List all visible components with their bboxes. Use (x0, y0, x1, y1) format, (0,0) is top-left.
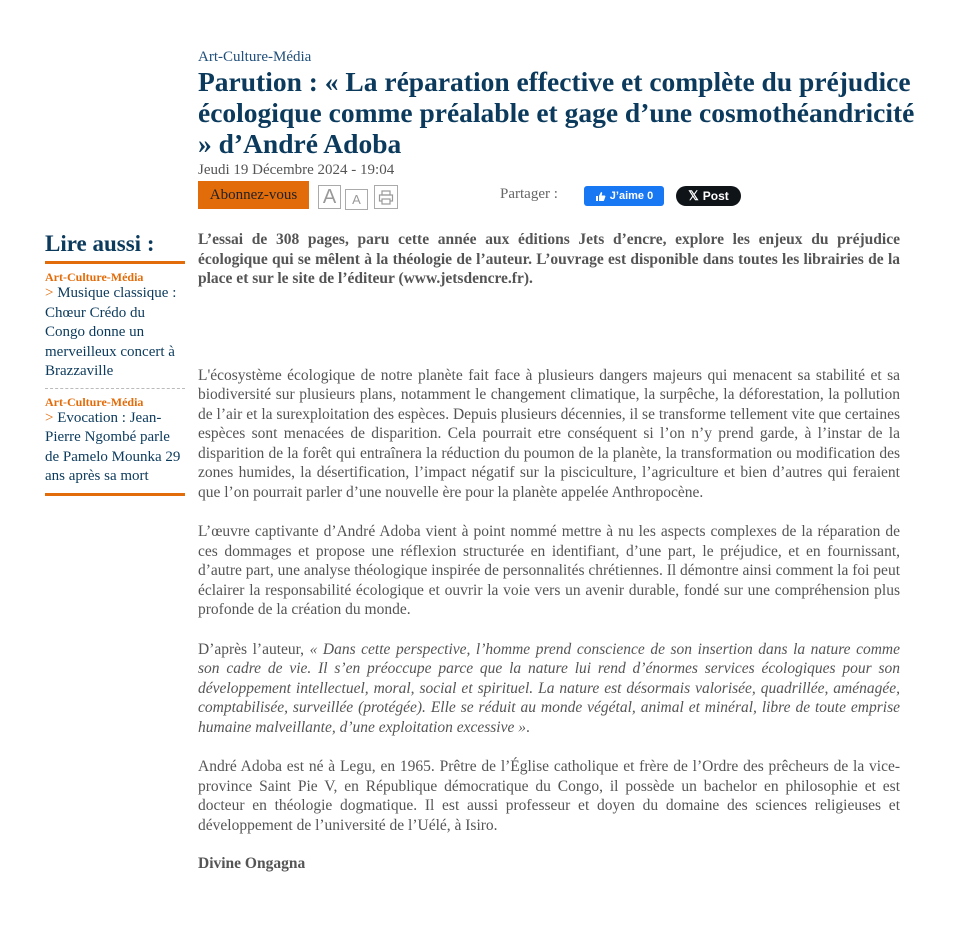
decrease-font-button[interactable]: A (345, 189, 368, 210)
facebook-like-icon (595, 191, 606, 202)
share-label: Partager : (500, 186, 558, 202)
related-item-title[interactable]: Evocation : Jean-Pierre Ngombé parle de Pamelo Mounka 29 ans après sa mort (45, 409, 181, 484)
related-item-link[interactable] (45, 284, 185, 382)
related-sidebar (45, 231, 185, 496)
article-lead: L’essai de 308 pages, paru cette année aux éditions Jets d’encre, explore les enjeux du préjudice écologique qui se mêlent à la théologie de l’auteur. L’ouvrage est disponible dans toutes les librairies de la place et sur le site de l’éditeur (www.jetsdencre.fr). (198, 231, 900, 287)
article-date: Jeudi 19 Décembre 2024 - 19:04 (198, 162, 395, 178)
related-item[interactable] (45, 264, 185, 388)
facebook-like-button[interactable] (584, 186, 664, 206)
related-item-link[interactable] (45, 409, 185, 487)
sidebar-heading: Lire aussi : (45, 231, 185, 264)
related-item-category[interactable]: Art-Culture-Média (45, 394, 144, 409)
x-post-label: Post (702, 189, 729, 203)
article-body (198, 230, 900, 873)
quote-text: « Dans cette perspective, l’homme prend conscience de son insertion dans la nature comme son cadre de vie. Il s’en préoccupe parce que la nature lui rend d’énormes services écologiques pour son développement intellectuel, moral, social et spirituel. La nature est désormais valorisée, quadrillée, aménagée, comptabilisée, surveillée (protégée). Elle se réduit au monde végétal, animal et minéral, libre de toute emprise humaine malveillante, d’une exploitation excessive » (198, 640, 900, 736)
related-item-category[interactable]: Art-Culture-Média (45, 270, 144, 284)
article-title: Parution : « La réparation effective et complète du préjudice écologique comme préalable et gage d’une cosmothéandricité » d’André Adoba (198, 66, 915, 159)
article-paragraph: L’œuvre captivante d’André Adoba vient à point nommé mettre à nu les aspects complexes de la réparation de ces dommages et propose une réflexion structurée en identifiant, d’une part, le préjudice, et en fournissant, d’autre part, une analyse théologique inspirée de personnalités chrétiennes. Il démontre ainsi comment la foi peut éclairer la responsabilité écologique et ouvrir la voie vers un avenir durable, fondé sur une compréhension plus profonde de la création du monde. (198, 523, 900, 618)
subscribe-button[interactable]: Abonnez-vous (198, 181, 309, 209)
quote-end: . (525, 718, 530, 736)
article-rubric[interactable]: Art-Culture-Média (198, 49, 312, 65)
print-button[interactable] (374, 185, 398, 209)
facebook-like-label: J’aime 0 (609, 190, 654, 202)
article-paragraph: André Adoba est né à Legu, en 1965. Prêtre de l’Église catholique et frère de l’Ordre des prêcheurs de la vice-province Saint Pie V, en République démocratique du Congo, il possède un bachelor en philosophie et est docteur en théologie dogmatique. Il est aussi professeur et doyen du domaine des sciences religieuses et développement de l’université de l’Uélé, à Isiro. (198, 758, 900, 834)
x-logo-icon: 𝕏 (688, 188, 699, 203)
article-paragraph: L'écosystème écologique de notre planète fait face à plusieurs dangers majeurs qui menacent sa stabilité et sa biodiversité sur plusieurs plans, notamment le changement climatique, la surpêche, la déforestation, la pollution de l’air et la surexploitation des espèces. Depuis plusieurs décennies, il se transforme tellement vite que certaines espèces sont menacées de disparition. Cela pourrait etre conséquent si l’on n’y prend garde, à l’instar de la disparition de la forêt qui entraînera la réduction du poumon de la planète, la transformation ou modification des zones humides, la désertification, l’impact négatif sur la pisciculture, l’agriculture et bien d’autres qui feraient que l’on pourrait parler d’une nouvelle ère pour la planète appelée Anthropocène. (198, 366, 900, 501)
quote-intro: D’après l’auteur, (198, 640, 310, 658)
x-post-button[interactable] (676, 186, 741, 206)
related-item[interactable] (45, 388, 185, 496)
increase-font-button[interactable]: A (318, 185, 341, 209)
article-author: Divine Ongagna (198, 855, 306, 872)
article-quote-paragraph (198, 640, 900, 738)
related-item-title[interactable]: Musique classique : Chœur Crédo du Congo donne un merveilleux concert à Brazzaville (45, 285, 177, 379)
print-icon (378, 190, 394, 205)
arrow-icon: > (45, 285, 54, 301)
arrow-icon: > (45, 409, 54, 426)
